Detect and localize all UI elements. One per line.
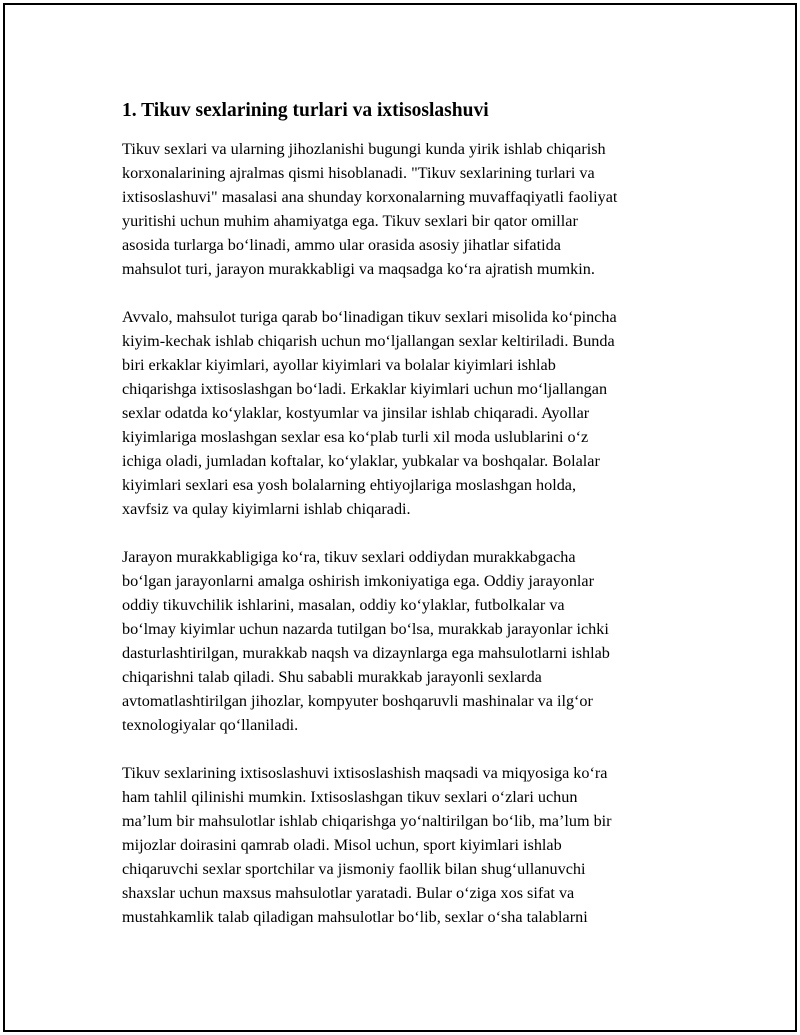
text-line: kiyim-kechak ishlab chiqarish uchun mo‘ljallangan sexlar keltiriladi. Bunda bbox=[122, 332, 615, 350]
text-line: Jarayon murakkabligiga ko‘ra, tikuv sexlari oddiydan murakkabgacha bbox=[122, 548, 576, 566]
text-line: ichiga oladi, jumladan koftalar, ko‘ylaklar, yubkalar va boshqalar. Bolalar bbox=[122, 452, 600, 470]
text-line: ixtisoslashuvi" masalasi ana shunday korxonalarning muvaffaqiyatli faoliyat bbox=[122, 188, 618, 206]
document-body bbox=[122, 99, 694, 953]
text-line: Avvalo, mahsulot turiga qarab bo‘linadigan tikuv sexlari misolida ko‘pincha bbox=[122, 308, 617, 326]
text-line: chiqaruvchi sexlar sportchilar va jismoniy faollik bilan shug‘ullanuvchi bbox=[122, 860, 586, 878]
text-line: asosida turlarga bo‘linadi, ammo ular orasida asosiy jihatlar sifatida bbox=[122, 236, 561, 254]
paragraph-product-types bbox=[122, 137, 694, 281]
paragraph-specialization bbox=[122, 761, 694, 929]
text-line: Tikuv sexlarining ixtisoslashuvi ixtisoslashish maqsadi va miqyosiga ko‘ra bbox=[122, 764, 608, 782]
text-line: kiyimlariga moslashgan sexlar esa ko‘plab turli xil moda uslublarini o‘z bbox=[122, 428, 589, 446]
text-line: oddiy tikuvchilik ishlarini, masalan, oddiy ko‘ylaklar, futbolkalar va bbox=[122, 596, 565, 614]
text-line: mijozlar doirasini qamrab oladi. Misol uchun, sport kiyimlari ishlab bbox=[122, 836, 562, 854]
page-frame bbox=[3, 3, 797, 1032]
text-line: chiqarishga ixtisoslashgan bo‘ladi. Erkaklar kiyimlari uchun mo‘ljallangan bbox=[122, 380, 608, 398]
text-line: shaxslar uchun maxsus mahsulotlar yaratadi. Bular o‘ziga xos sifat va bbox=[122, 884, 575, 902]
text-line: chiqarishni talab qiladi. Shu sababli murakkab jarayonli sexlarda bbox=[122, 668, 542, 686]
text-line: texnologiyalar qo‘llaniladi. bbox=[122, 716, 299, 734]
text-line: dasturlashtirilgan, murakkab naqsh va dizaynlarga ega mahsulotlarni ishlab bbox=[122, 644, 610, 662]
text-line: kiyimlari sexlari esa yosh bolalarning ehtiyojlariga moslashgan holda, bbox=[122, 476, 577, 494]
text-line: bo‘lgan jarayonlarni amalga oshirish imkoniyatiga ega. Oddiy jarayonlar bbox=[122, 572, 594, 590]
text-line: yuritishi uchun muhim ahamiyatga ega. Tikuv sexlari bir qator omillar bbox=[122, 212, 578, 230]
section-heading: 1. Tikuv sexlarining turlari va ixtisoslashuvi bbox=[122, 100, 489, 121]
text-line: sexlar odatda ko‘ylaklar, kostyumlar va jinsilar ishlab chiqaradi. Ayollar bbox=[122, 404, 590, 422]
text-line: mustahkamlik talab qiladigan mahsulotlar bo‘lib, sexlar o‘sha talablarni bbox=[122, 908, 588, 926]
paragraph-clothing-sections bbox=[122, 305, 694, 521]
text-line: bo‘lmay kiyimlar uchun nazarda tutilgan bo‘lsa, murakkab jarayonlar ichki bbox=[122, 620, 609, 638]
text-line: avtomatlashtirilgan jihozlar, kompyuter boshqaruvli mashinalar va ilg‘or bbox=[122, 692, 593, 710]
text-line: ma’lum bir mahsulotlar ishlab chiqarishga yo‘naltirilgan bo‘lib, ma’lum bir bbox=[122, 812, 612, 830]
text-line: ham tahlil qilinishi mumkin. Ixtisoslashgan tikuv sexlari o‘zlari uchun bbox=[122, 788, 578, 806]
text-line: korxonalarining ajralmas qismi hisoblanadi. "Tikuv sexlarining turlari va bbox=[122, 164, 595, 182]
text-line: Tikuv sexlari va ularning jihozlanishi bugungi kunda yirik ishlab chiqarish bbox=[122, 140, 606, 158]
text-line: mahsulot turi, jarayon murakkabligi va maqsadga ko‘ra ajratish mumkin. bbox=[122, 260, 595, 278]
paragraph-process-complexity bbox=[122, 545, 694, 737]
text-line: xavfsiz va qulay kiyimlarni ishlab chiqaradi. bbox=[122, 500, 411, 518]
text-line: biri erkaklar kiyimlari, ayollar kiyimlari va bolalar kiyimlari ishlab bbox=[122, 356, 556, 374]
